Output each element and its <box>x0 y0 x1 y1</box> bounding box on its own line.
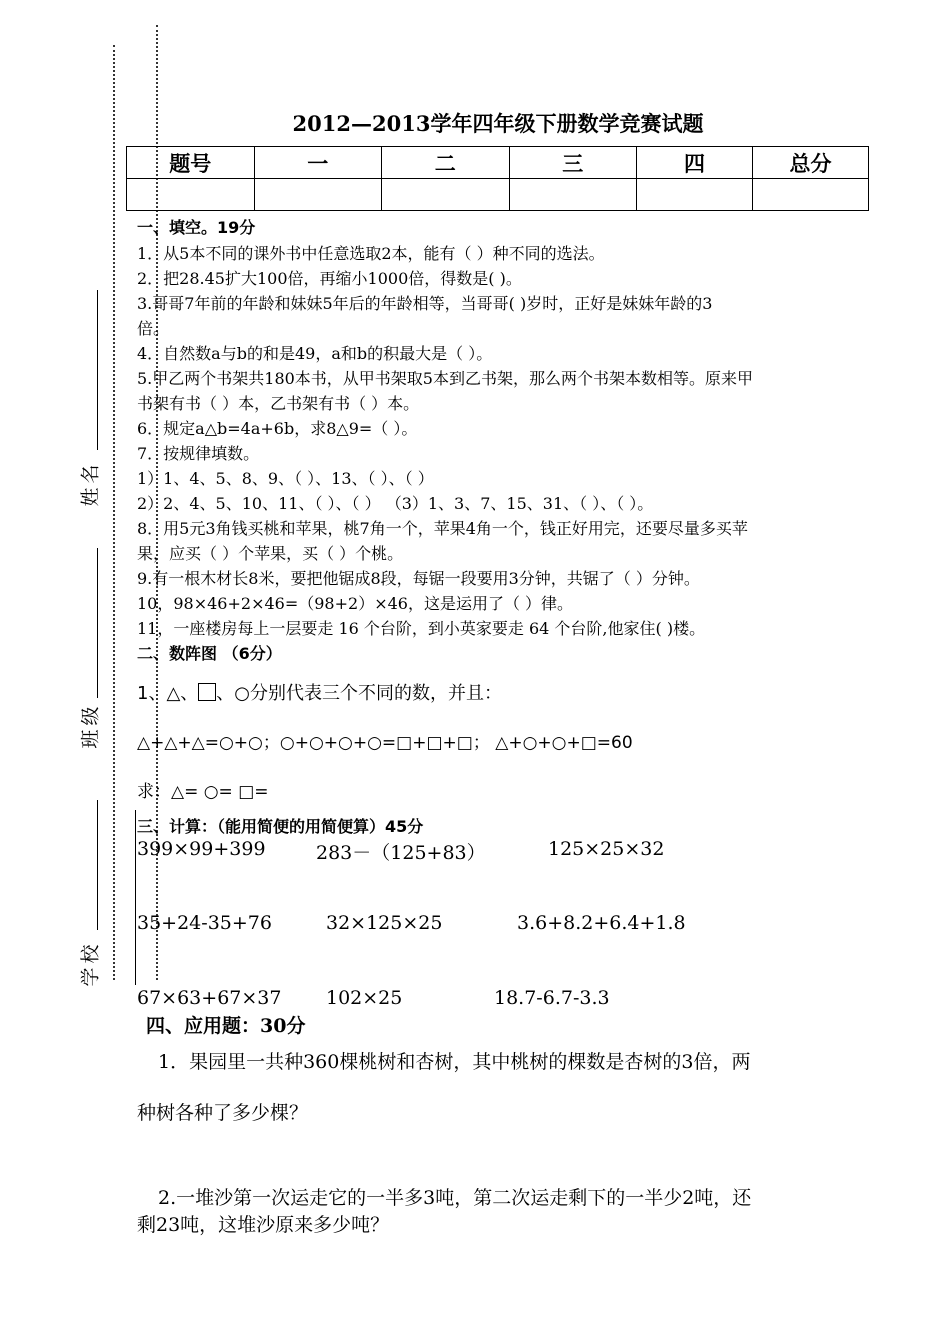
question-line: 2）2、4、5、10、11、（ ）、（ ） （3）1、3、7、15、31、（ ）、（ ）。 <box>137 494 654 513</box>
calc-item: 3.6+8.2+6.4+1.8 <box>517 912 686 934</box>
score-header-cell: 三 <box>509 147 637 179</box>
score-blank-cell[interactable] <box>254 179 382 211</box>
score-blank-cell[interactable] <box>637 179 753 211</box>
binding-dotted-line-outer <box>113 45 115 980</box>
name-label: 姓名 <box>79 460 102 507</box>
problem2-line2: 剩23吨，这堆沙原来多少吨？ <box>137 1214 390 1236</box>
question-line: 9.有一根木材长8米，要把他锯成8段，每锯一段要用3分钟，共锯了（ ）分钟。 <box>137 569 700 588</box>
calc-item: 102×25 <box>326 987 403 1009</box>
school-label: 学校 <box>79 940 102 987</box>
calc-item: 125×25×32 <box>548 838 665 860</box>
section2-equation: △+△+△=○+○；○+○+○+○=□+□+□； △+○+○+□=60 <box>137 733 633 753</box>
question-line: 果，应买（ ）个苹果，买（ ）个桃。 <box>137 544 404 563</box>
page-title: 2012—2013学年四年级下册数学竞赛试题 <box>292 111 704 136</box>
score-blank-cell[interactable] <box>127 179 255 211</box>
question-line: 3.哥哥7年前的年龄和妹妹5年后的年龄相等，当哥哥( )岁时，正好是妹妹年龄的3 <box>137 294 713 313</box>
score-blank-cell[interactable] <box>382 179 510 211</box>
section2-ask: 求：△= ○= □= <box>137 782 269 802</box>
calc-item: 283－（125+83） <box>316 842 486 864</box>
problem1-line1: 1．果园里一共种360棵桃树和杏树，其中桃树的棵数是杏树的3倍，两 <box>158 1051 751 1073</box>
score-blank-cell[interactable] <box>509 179 637 211</box>
calc-item: 35+24-35+76 <box>137 912 272 934</box>
margin-rule <box>135 810 136 985</box>
name-underline <box>97 290 98 450</box>
section2-heading: 二、数阵图 （6分） <box>137 644 282 663</box>
score-header-cell: 一 <box>254 147 382 179</box>
score-header-cell: 二 <box>382 147 510 179</box>
question-line: 8．用5元3角钱买桃和苹果，桃7角一个，苹果4角一个，钱正好用完，还要尽量多买苹 <box>137 519 748 538</box>
square-icon <box>198 683 216 701</box>
question-line: 1．从5本不同的课外书中任意选取2本，能有（ ）种不同的选法。 <box>137 244 605 263</box>
section4-heading: 四、应用题：30分 <box>146 1015 306 1037</box>
score-table-header-row <box>127 147 869 179</box>
calc-item: 32×125×25 <box>326 912 443 934</box>
class-underline <box>97 548 98 698</box>
calc-item: 18.7-6.7-3.3 <box>494 987 610 1009</box>
question-line: 7．按规律填数。 <box>137 444 260 463</box>
class-label: 班级 <box>79 702 102 749</box>
calc-item: 67×63+67×37 <box>137 987 282 1009</box>
score-table-blank-row <box>127 179 869 211</box>
question-line: 10，98×46+2×46=（98+2）×46，这是运用了（ ）律。 <box>137 594 574 613</box>
school-underline <box>97 800 98 930</box>
section1-heading: 一、填空。19分 <box>137 218 256 237</box>
intro-part-b: 、○分别代表三个不同的数，并且： <box>216 683 503 704</box>
question-line: 倍。 <box>137 319 170 338</box>
calc-item: 399×99+399 <box>137 838 266 860</box>
question-line: 5.甲乙两个书架共180本书，从甲书架取5本到乙书架，那么两个书架本数相等。原来甲 <box>137 369 753 388</box>
section2-intro <box>137 679 502 705</box>
score-table <box>126 146 869 211</box>
score-header-cell: 四 <box>637 147 753 179</box>
question-line: 11，一座楼房每上一层要走 16 个台阶，到小英家要走 64 个台阶,他家住( )楼。 <box>137 619 706 638</box>
score-header-cell: 总分 <box>753 147 869 179</box>
question-line: 1）1、4、5、8、9、（ ）、13、（ ）、（ ） <box>137 469 434 488</box>
score-blank-cell[interactable] <box>753 179 869 211</box>
question-line: 6．规定a△b=4a+6b，求8△9=（ ）。 <box>137 419 418 438</box>
question-line: 书架有书（ ）本，乙书架有书（ ）本。 <box>137 394 420 413</box>
intro-part-a: 1、△、 <box>137 683 199 704</box>
section3-heading: 三、计算：（能用简便的用简便算）45分 <box>137 817 424 836</box>
problem1-line2: 种树各种了多少棵？ <box>137 1102 309 1124</box>
problem2-line1: 2.一堆沙第一次运走它的一半多3吨，第二次运走剩下的一半少2吨，还 <box>158 1187 752 1209</box>
question-line: 2．把28.45扩大100倍，再缩小1000倍，得数是( )。 <box>137 269 522 288</box>
question-line: 4．自然数a与b的和是49，a和b的积最大是（ ）。 <box>137 344 493 363</box>
score-header-cell: 题号 <box>127 147 255 179</box>
